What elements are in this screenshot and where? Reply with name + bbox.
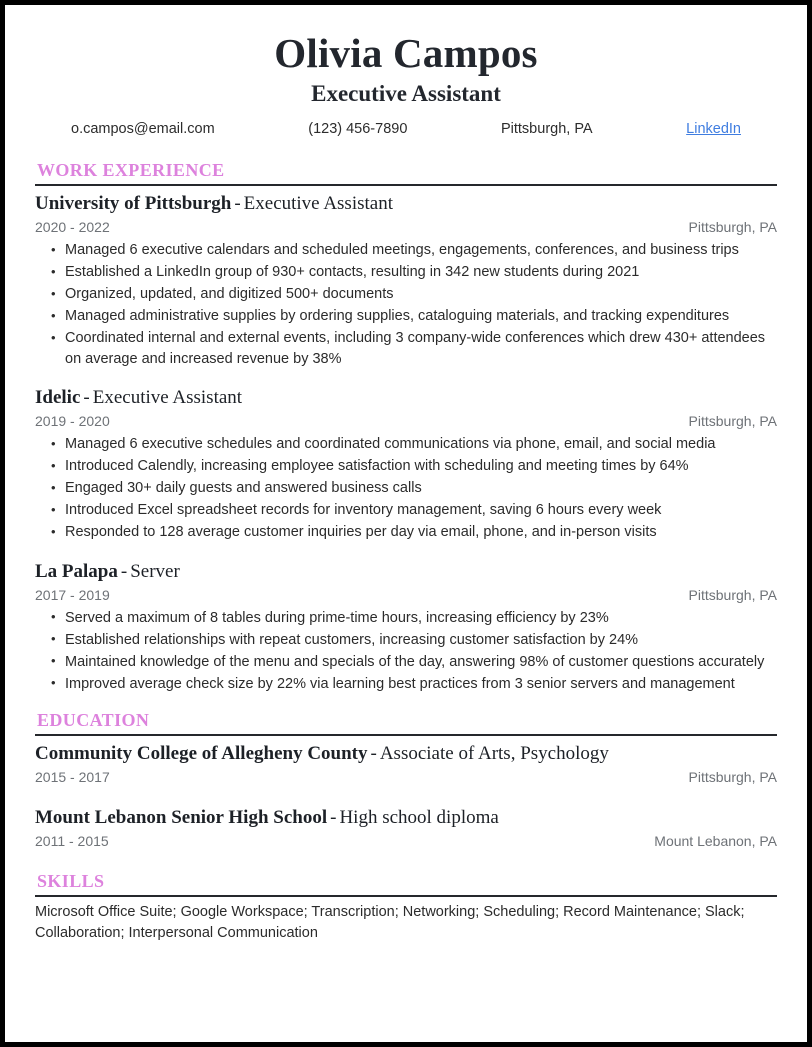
- resume-header: [35, 23, 777, 138]
- work-entry-separator: -: [120, 560, 128, 582]
- contact-linkedin-link[interactable]: LinkedIn: [686, 121, 741, 137]
- bullet-item: • Served a maximum of 8 tables during prime-time hours, increasing efficiency by 23%: [35, 608, 777, 629]
- contact-phone[interactable]: (123) 456-7890: [308, 121, 408, 137]
- section-divider-skills: [35, 895, 777, 897]
- contact-row: [35, 120, 777, 138]
- education-entry-heading: [35, 805, 777, 830]
- section-heading-education: EDUCATION: [37, 710, 150, 730]
- work-entry-organization: La Palapa: [35, 560, 118, 582]
- work-entry-role: Executive Assistant: [92, 387, 243, 408]
- bullet-item: • Maintained knowledge of the menu and specials of the day, answering 98% of customer questions accurately: [35, 652, 777, 673]
- contact-location: Pittsburgh, PA: [500, 121, 593, 137]
- work-entry-separator: -: [234, 193, 241, 214]
- work-entry: [35, 385, 777, 543]
- education-entry-school: Community College of Allegheny County: [35, 743, 368, 764]
- bullet-item: • Managed administrative supplies by ordering supplies, cataloguing materials, and tracking expenditures: [35, 306, 777, 327]
- candidate-job-title: Executive Assistant: [311, 81, 501, 106]
- work-entry-location: Pittsburgh, PA: [688, 219, 777, 235]
- work-entry-organization: Idelic: [35, 387, 81, 408]
- skills-list-text: Microsoft Office Suite; Google Workspace; Transcription; Networking; Scheduling; Record Maintenance; Slack; Collaboration; Interpersonal Communication: [35, 904, 745, 941]
- bullet-item: • Managed 6 executive schedules and coordinated communications via phone, email, and social media: [35, 434, 777, 455]
- work-entry: [35, 191, 777, 369]
- education-entry-degree: High school diploma: [339, 807, 499, 828]
- work-entry-bullets: [35, 240, 777, 369]
- section-heading-skills: SKILLS: [37, 871, 105, 891]
- work-entry-meta: [35, 586, 777, 605]
- section-work-experience: [35, 160, 777, 694]
- work-entry-bullets: [35, 434, 777, 543]
- bullet-item: • Coordinated internal and external events, including 3 company-wide conferences which drew 430+ attendees on average and increased revenue by 38%: [35, 328, 777, 369]
- education-entry-dates: 2011 - 2015: [35, 833, 109, 849]
- education-entry-separator: -: [370, 743, 377, 764]
- section-heading-work: WORK EXPERIENCE: [37, 160, 225, 180]
- bullet-item: • Organized, updated, and digitized 500+ documents: [35, 284, 777, 305]
- section-education: [35, 710, 777, 851]
- bullet-item: • Established relationships with repeat customers, increasing customer satisfaction by 24%: [35, 630, 777, 651]
- education-entry: [35, 805, 777, 851]
- work-entry-location: Pittsburgh, PA: [688, 586, 777, 603]
- bullet-item: • Responded to 128 average customer inquiries per day via email, phone, and in-person visits: [35, 522, 777, 543]
- education-entry-meta: [35, 768, 777, 787]
- work-entry-bullets: [35, 608, 777, 695]
- bullet-item: • Improved average check size by 22% via learning best practices from 3 senior servers and management: [35, 674, 777, 695]
- work-entry-location: Pittsburgh, PA: [688, 413, 777, 429]
- work-entry-dates: 2019 - 2020: [35, 413, 110, 429]
- education-entry: [35, 741, 777, 787]
- work-entry-role: Server: [130, 560, 180, 582]
- contact-email[interactable]: o.campos@email.com: [71, 121, 215, 137]
- work-entry-dates: 2017 - 2019: [35, 586, 110, 603]
- work-entry: [35, 559, 777, 695]
- education-entry-location: Mount Lebanon, PA: [654, 833, 777, 849]
- bullet-item: • Managed 6 executive calendars and scheduled meetings, engagements, conferences, and business trips: [35, 240, 777, 261]
- work-entry-organization: University of Pittsburgh: [35, 193, 232, 214]
- bullet-item: • Engaged 30+ daily guests and answered business calls: [35, 478, 777, 499]
- work-entry-role: Executive Assistant: [243, 193, 393, 214]
- bullet-item: • Introduced Excel spreadsheet records for inventory management, saving 6 hours every week: [35, 500, 777, 521]
- work-entry-meta: [35, 218, 777, 237]
- candidate-name: Olivia Campos: [274, 30, 538, 76]
- education-entry-school: Mount Lebanon Senior High School: [35, 807, 328, 828]
- work-entry-separator: -: [83, 387, 90, 408]
- education-entry-heading: [35, 741, 777, 766]
- work-entry-meta: [35, 412, 777, 431]
- education-entry-meta: [35, 832, 777, 851]
- bullet-item: • Established a LinkedIn group of 930+ contacts, resulting in 342 new students during 2021: [35, 262, 777, 283]
- work-entry-dates: 2020 - 2022: [35, 219, 110, 235]
- bullet-item: • Introduced Calendly, increasing employee satisfaction with scheduling and meeting times by 64%: [35, 456, 777, 477]
- work-entry-heading: [35, 559, 777, 584]
- education-entry-dates: 2015 - 2017: [35, 769, 110, 785]
- education-entry-location: Pittsburgh, PA: [688, 769, 777, 785]
- section-divider-work: [35, 184, 777, 186]
- work-entry-heading: [35, 191, 777, 216]
- section-skills: [35, 871, 777, 943]
- education-entry-degree: Associate of Arts, Psychology: [379, 743, 609, 764]
- education-entry-separator: -: [330, 807, 337, 828]
- section-divider-education: [35, 734, 777, 736]
- work-entry-heading: [35, 385, 777, 410]
